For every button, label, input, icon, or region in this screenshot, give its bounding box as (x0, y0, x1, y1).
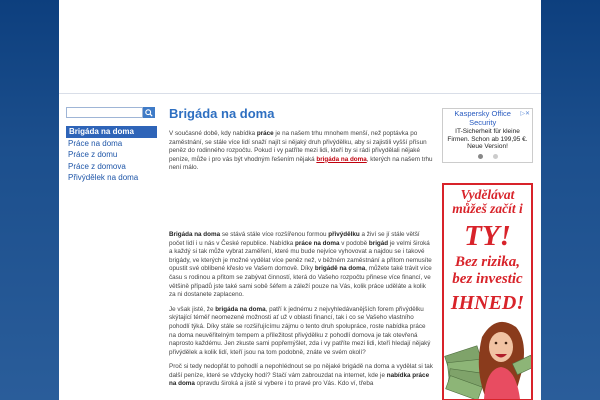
bold-text: nabídka práce na doma (169, 371, 430, 388)
sidebar (66, 107, 157, 184)
kaspersky-ad[interactable] (442, 108, 533, 163)
bold-text: brigád (368, 239, 389, 247)
sidebar-menu (66, 126, 157, 184)
text: je velmi široká a každý si tak může vybrat zaměření, které mu bude nejvíce vyhovovat a najdou se i takové brigády, ve kterých je možné vydělat více peněz než, v běžném zaměstnání a přitom nemusíte opustit své oblíbené křeslo ve Vašem domově. Díky (169, 239, 432, 273)
banner-line-1: Vydělávat můžeš začít i (452, 187, 523, 216)
text: , můžete také trávit více času s rodinou a přitom se zabývat činností, která do Vašeho rozpočtu přinese více financí, ve většině případů jste také sami sobě šéfem a záleží pouze na Vás, kolik práce uděláte a kolik za ni dostanete zaplaceno. (169, 265, 432, 299)
page-container (59, 0, 541, 400)
banner-line-2: TY! (464, 220, 511, 252)
money-icon (445, 346, 484, 399)
banner-line-4: IHNED! (450, 292, 525, 314)
bold-text: brigáda na doma (215, 305, 266, 313)
bold-text: práce (256, 130, 274, 137)
text: Je však jisté, že (169, 305, 216, 313)
brigada-na-doma-link[interactable]: brigáda na doma (316, 155, 367, 163)
text: v podobě (339, 239, 369, 247)
bold-text: Brigáda na doma (169, 230, 221, 238)
page-title: Brigáda na doma (169, 106, 275, 121)
intro-paragraph (169, 130, 434, 173)
sidebar-item-brigada-na-doma[interactable]: Brigáda na doma (66, 126, 157, 138)
bold-text: přivýdělku (328, 230, 360, 238)
sidebar-item-prace-z-domu[interactable]: Práce z domu (68, 150, 118, 159)
text: V současné době, kdy nabídka (169, 130, 257, 137)
woman-with-money-image (444, 309, 533, 399)
ad-header (445, 110, 530, 127)
banner-line-3: Bez rizika, bez investic (452, 254, 523, 287)
paragraph-2 (169, 231, 434, 300)
text: je na našem trhu mnohem menší, než poptávka po zaměstnání, se stále více lidí snaží najít si nějaký druh přivýdělku, aby si zajistili vyšší přísun peněz do rodinného rozpočtu. Pokud i vy patříte mezi lidi, kteří by si rádi přivydělali nějaké peníze, může i pro vás být vhodným řešením nějaká (169, 130, 427, 163)
right-column (442, 108, 533, 400)
paragraph-3 (169, 306, 434, 358)
sidebar-item-prace-z-domova[interactable]: Práce z domova (68, 161, 126, 171)
search-button[interactable] (143, 107, 155, 118)
text: Proč si tedy nedopřát to pohodlí a nepohlédnout se po nějaké brigádě na doma a vydělat si tak další peníze, které se vždycky hodí? Stačí vám zabrouzdat na internet, kde je (169, 363, 433, 379)
main-content (169, 106, 434, 395)
sidebar-item-privydelek-na-doma[interactable]: Přivýdělek na doma (68, 173, 139, 182)
text: se stává stále více rozšířenou formou (220, 230, 329, 238)
bold-text: brigádě na doma (314, 265, 366, 273)
ad-title[interactable]: Kaspersky Office Security (454, 109, 511, 127)
paragraph-4 (169, 363, 434, 389)
ad-dot-active[interactable] (478, 154, 483, 159)
promo-banner[interactable] (442, 183, 533, 400)
search-icon (145, 109, 153, 117)
ad-choices-icon[interactable]: ▷✕ (520, 111, 530, 117)
sidebar-item-prace-na-doma[interactable]: Práce na doma (68, 138, 123, 148)
ad-text: IT-Sicherheit für kleine Firmen. Schon ab 199,95 €. Neue Version! (447, 128, 528, 150)
bold-text: práce na doma (295, 239, 340, 247)
content-spacer (169, 179, 434, 231)
search-form (66, 107, 157, 118)
ad-dot[interactable] (493, 154, 498, 159)
ad-pagination (443, 154, 532, 159)
search-input[interactable] (66, 107, 143, 118)
text: , patří k jednému z nejvyhledávanějších forem přivýdělku skýtající téměř neomezené možnosti ať už v oblasti financí, tak i co se Vašeho vlastního pohodlí týká. Díky stále se rozšiřujícímu zájmu o tento druh spolupráce, roste nabídka práce na doma neuvěřitelným tempem a příležitost přivýdělku z pohodlí domova je tak otevřená naprosto každému. Jen zkuste sami popřemýšlet, zda i vy patříte mezi lidi, kteří hledají nějaký přivýdělek a kolik lidí, kteří jsou na tom podobně, znáte ve svém okolí? (169, 305, 431, 356)
header (59, 0, 541, 94)
text: , kterých na našem trhu není málo. (169, 155, 433, 172)
text: opravdu široká a jistě si vybere i to pravé pro Vás. Kdo ví, třeba (194, 380, 374, 388)
text: a živí se jí stále větší počet lidí i u nás v České republice. Nabídka (169, 230, 420, 247)
